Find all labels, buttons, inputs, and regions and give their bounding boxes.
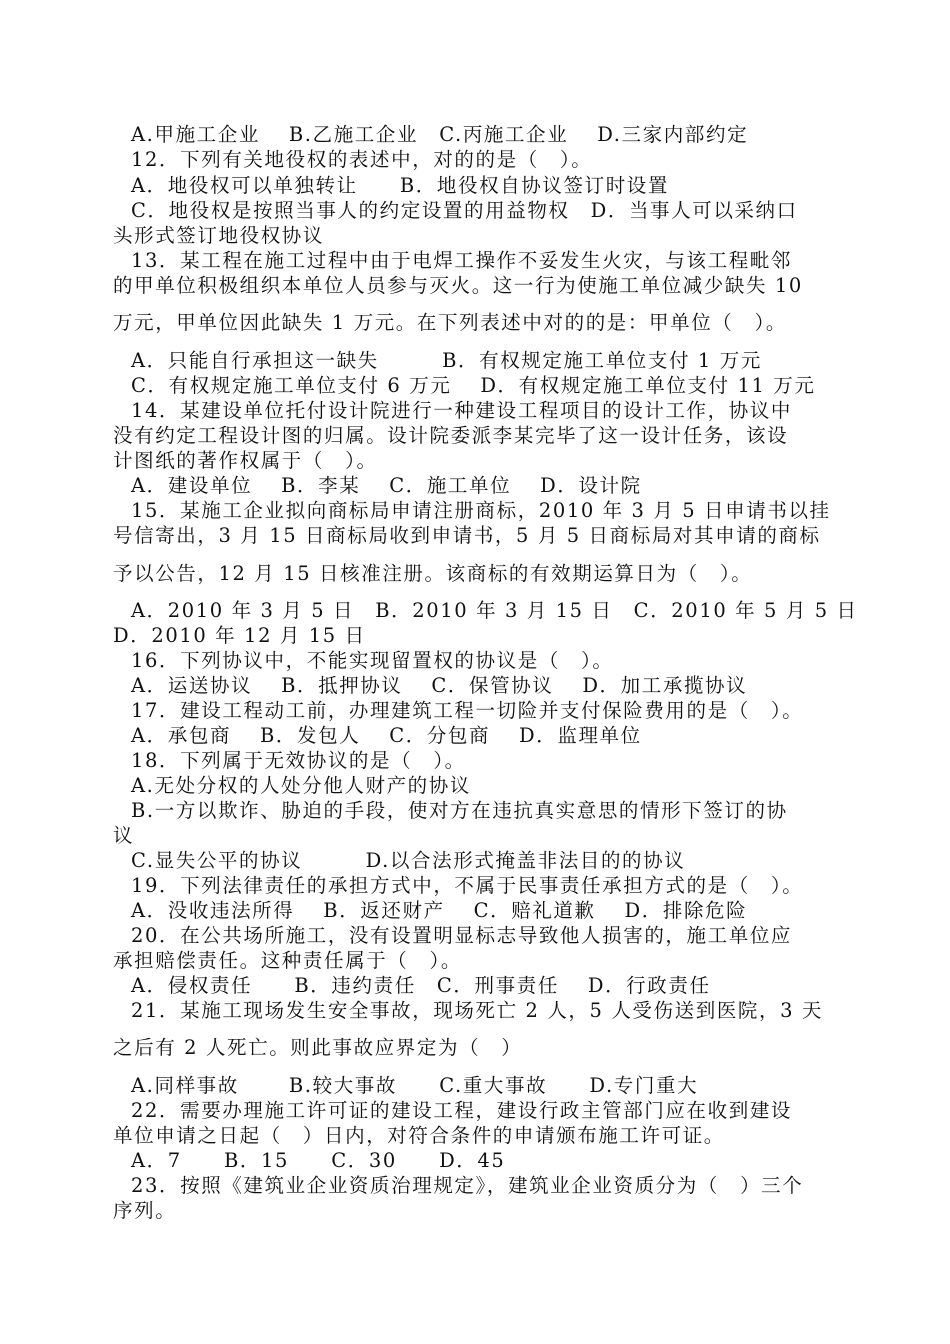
q18-option-b-cont: 议 xyxy=(113,824,135,847)
q22-stem-2: 单位申请之日起（ ）日内，对符合条件的申请颁布施工许可证。 xyxy=(113,1124,725,1147)
q14-options: A．建设单位 B．李某 C．施工单位 D．设计院 xyxy=(131,474,642,497)
q13-stem-2: 的甲单位积极组织本单位人员参与灭火。这一行为使施工单位减少缺失 10 xyxy=(113,274,803,297)
q18-stem: 18．下列属于无效协议的是（ ）。 xyxy=(131,749,466,772)
q12-options-ab: A．地役权可以单独转让 B．地役权自协议签订时设置 xyxy=(131,174,670,197)
q12-options-cd-cont: 头形式签订地役权协议 xyxy=(113,224,325,247)
q23-stem-2: 序列。 xyxy=(113,1199,177,1222)
q17-stem: 17．建设工程动工前，办理建筑工程一切险并支付保险费用的是（ ）。 xyxy=(131,699,804,722)
q12-options-cd: C．地役权是按照当事人的约定设置的用益物权 D．当事人可以采纳口 xyxy=(131,199,798,222)
q15-options-abc: A．2010 年 3 月 5 日 B．2010 年 3 月 15 日 C．2010 年 5 月 5 日 xyxy=(131,599,858,622)
q13-options-ab: A．只能自行承担这一缺失 B．有权规定施工单位支付 1 万元 xyxy=(131,349,762,372)
q13-stem-3: 万元，甲单位因此缺失 1 万元。在下列表述中对的的是：甲单位（ ）。 xyxy=(113,311,787,334)
q15-stem-3: 予以公告，12 月 15 日核准注册。该商标的有效期运算日为（ ）。 xyxy=(113,562,753,585)
q16-options: A．运送协议 B．抵押协议 C．保管协议 D．加工承揽协议 xyxy=(131,674,748,697)
q18-option-a: A.无处分权的人处分他人财产的协议 xyxy=(131,774,471,797)
q13-options-cd: C．有权规定施工单位支付 6 万元 D．有权规定施工单位支付 11 万元 xyxy=(131,374,816,397)
q20-stem-1: 20．在公共场所施工，没有设置明显标志导致他人损害的，施工单位应 xyxy=(131,924,793,947)
q12-stem: 12．下列有关地役权的表述中，对的的是（ ）。 xyxy=(131,148,593,171)
q19-options: A．没收违法所得 B．返还财产 C．赔礼道歉 D．排除危险 xyxy=(131,899,748,922)
q22-stem-1: 22．需要办理施工许可证的建设工程，建设行政主管部门应在收到建设 xyxy=(131,1099,793,1122)
q22-options: A．7 B．15 C．30 D．45 xyxy=(131,1149,506,1172)
q23-stem-1: 23．按照《建筑业企业资质治理规定》，建筑业企业资质分为（ ）三个 xyxy=(131,1174,804,1197)
q14-stem-1: 14．某建设单位托付设计院进行一种建设工程项目的设计工作，协议中 xyxy=(131,399,793,422)
q19-stem: 19．下列法律责任的承担方式中，不属于民事责任承担方式的是（ ）。 xyxy=(131,874,804,897)
q20-stem-2: 承担赔偿责任。这种责任属于（ ）。 xyxy=(113,949,462,972)
q15-option-d: D．2010 年 12 月 15 日 xyxy=(113,624,366,647)
q17-options: A．承包商 B．发包人 C．分包商 D．监理单位 xyxy=(131,724,642,747)
q14-stem-3: 计图纸的著作权属于（ ）。 xyxy=(113,449,378,472)
q15-stem-2: 号信寄出，3 月 15 日商标局收到申请书，5 月 5 日商标局对其申请的商标 xyxy=(113,524,821,547)
q21-stem-2: 之后有 2 人死亡。则此事故应界定为（ ） xyxy=(113,1036,523,1059)
q18-options-cd: C.显失公平的协议 D.以合法形式掩盖非法目的的协议 xyxy=(131,849,686,872)
q21-options: A.同样事故 B.较大事故 C.重大事故 D.专门重大 xyxy=(131,1074,699,1097)
q21-stem-1: 21．某施工现场发生安全事故，现场死亡 2 人，5 人受伤送到医院，3 天 xyxy=(131,999,824,1022)
q13-stem-1: 13．某工程在施工过程中由于电焊工操作不妥发生火灾，与该工程毗邻 xyxy=(131,249,793,272)
q16-stem: 16．下列协议中，不能实现留置权的协议是（ ）。 xyxy=(131,649,614,672)
q20-options: A．侵权责任 B．违约责任 C．刑事责任 D．行政责任 xyxy=(131,974,711,997)
q15-stem-1: 15．某施工企业拟向商标局申请注册商标，2010 年 3 月 5 日申请书以挂 xyxy=(131,499,831,522)
q18-option-b: B.一方以欺诈、胁迫的手段，使对方在违抗真实意思的情形下签订的协 xyxy=(131,799,788,822)
q14-stem-2: 没有约定工程设计图的归属。设计院委派李某完毕了这一设计任务，该设 xyxy=(113,424,789,447)
q11-options: A.甲施工企业 B.乙施工企业 C.丙施工企业 D.三家内部约定 xyxy=(131,123,749,146)
